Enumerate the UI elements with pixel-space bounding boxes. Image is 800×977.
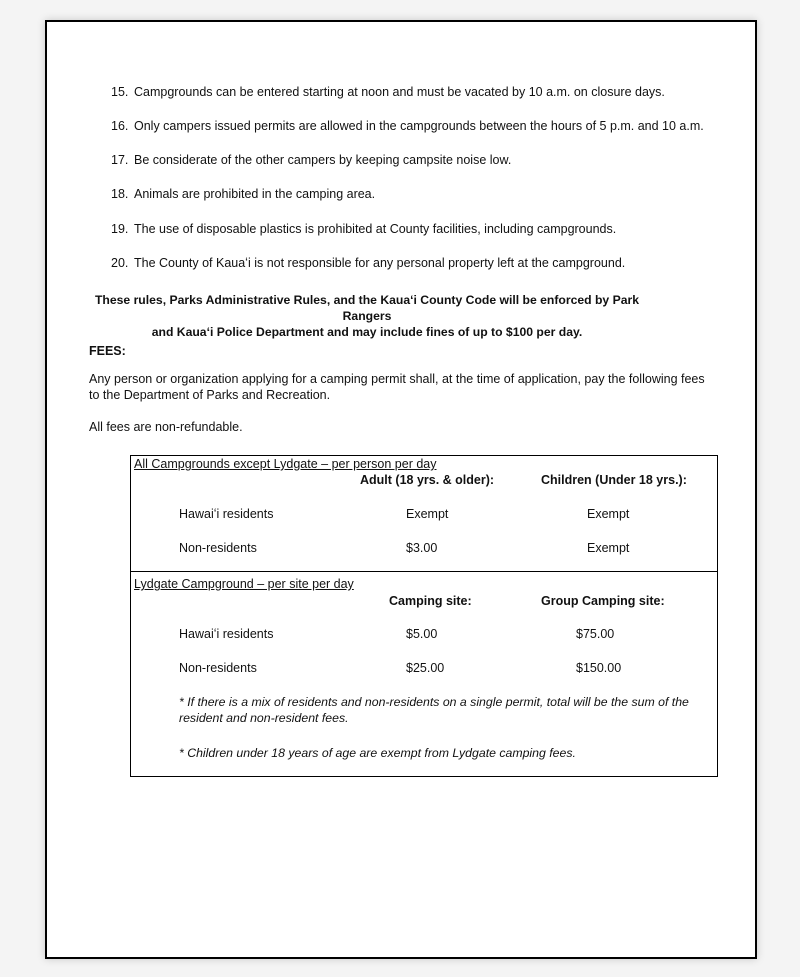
fees-paragraph: Any person or organization applying for a camping permit shall, at the time of application, pay the following fees to the Department of Parks and Recreation. xyxy=(89,372,705,402)
fees-heading: FEES: xyxy=(89,344,126,358)
document-page xyxy=(45,20,757,959)
enforcement-line-1: These rules, Parks Administrative Rules, and the Kauaʻi County Code will be enforced by Park Rangers xyxy=(94,293,640,323)
enforcement-notice xyxy=(87,292,647,340)
column-header-adult: Adult (18 yrs. & older): xyxy=(360,473,495,487)
row-label-residents: Hawaiʻi residents xyxy=(179,627,274,641)
rule-18: 18. Animals are prohibited in the camping area. xyxy=(111,187,376,201)
row-label-non-residents: Non-residents xyxy=(179,541,257,555)
row-label-non-residents: Non-residents xyxy=(179,661,257,675)
fees-table xyxy=(130,455,718,777)
fee-value: Exempt xyxy=(406,507,449,521)
rule-19: 19. The use of disposable plastics is prohibited at County facilities, including campgrounds. xyxy=(111,222,617,236)
enforcement-line-2: and Kauaʻi Police Department and may include fines of up to $100 per day. xyxy=(151,325,583,339)
column-header-group-camping-site: Group Camping site: xyxy=(541,594,665,608)
fees-non-refundable-note: All fees are non-refundable. xyxy=(89,420,243,434)
section-title-all-campgrounds: All Campgrounds except Lydgate – per person per day xyxy=(134,457,437,471)
footnote-mixed-permit: * If there is a mix of residents and non-residents on a single permit, total will be the sum of the resident and non-resident fees. xyxy=(179,695,689,725)
fee-value: $25.00 xyxy=(406,661,445,675)
column-header-camping-site: Camping site: xyxy=(389,594,472,608)
section-divider xyxy=(131,571,717,572)
footnote-children-exempt: * Children under 18 years of age are exempt from Lydgate camping fees. xyxy=(179,746,576,760)
column-header-children: Children (Under 18 yrs.): xyxy=(541,473,687,487)
section-title-lydgate: Lydgate Campground – per site per day xyxy=(134,577,354,591)
rule-20: 20. The County of Kauaʻi is not responsible for any personal property left at the campground. xyxy=(111,256,626,270)
rule-16: 16. Only campers issued permits are allowed in the campgrounds between the hours of 5 p.m. and 10 a.m. xyxy=(111,119,704,133)
fee-value: $150.00 xyxy=(576,661,622,675)
rule-17: 17. Be considerate of the other campers by keeping campsite noise low. xyxy=(111,153,512,167)
fee-value: $75.00 xyxy=(576,627,615,641)
fee-value: $5.00 xyxy=(406,627,438,641)
fee-value: Exempt xyxy=(587,541,630,555)
fee-value: $3.00 xyxy=(406,541,438,555)
row-label-residents: Hawaiʻi residents xyxy=(179,507,274,521)
fee-value: Exempt xyxy=(587,507,630,521)
rule-15: 15. Campgrounds can be entered starting at noon and must be vacated by 10 a.m. on closure days. xyxy=(111,85,665,99)
